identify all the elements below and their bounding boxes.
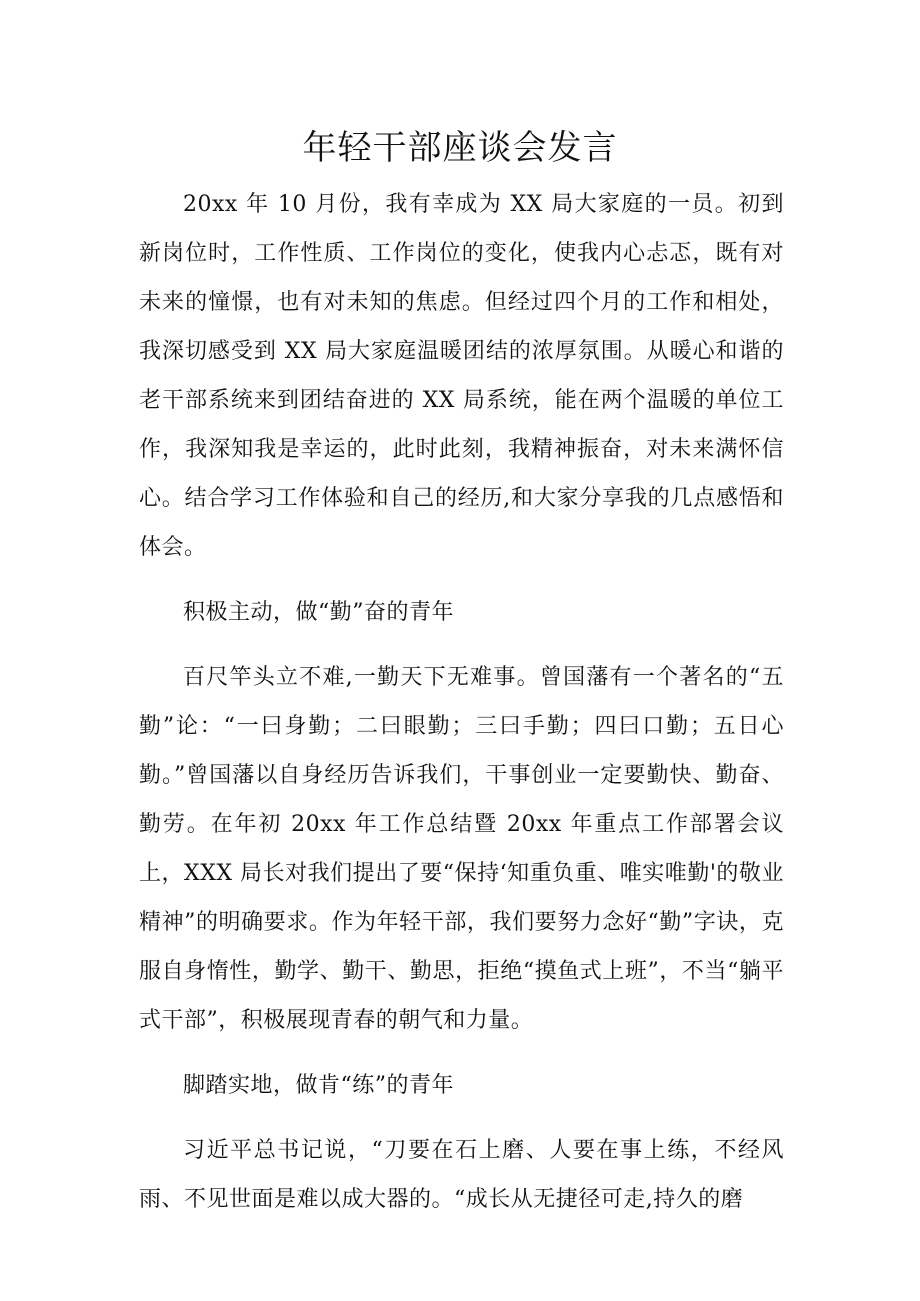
section-heading-practice: 脚踏实地，做肯“练”的青年 [183, 1073, 454, 1098]
document-title: 年轻干部座谈会发言 [302, 128, 618, 168]
section-paragraph-practice: 习近平总书记说，“刀要在石上磨、人要在事上练，不经风雨、不见世面是难以成大器的。“成长从无捷径可走,持久的磨 [139, 1138, 784, 1212]
document-body [139, 180, 784, 1224]
intro-paragraph: 20xx 年 10 月份，我有幸成为 XX 局大家庭的一员。初到新岗位时，工作性质、工作岗位的变化，使我内心忐忑，既有对未来的憧憬，也有对未知的焦虑。但经过四个月的工作和相处，我深切感受到 XX 局大家庭温暖团结的浓厚氛围。从暖心和谐的老干部系统来到团结奋进的 XX 局系统，能在两个温暖的单位工作，我深知我是幸运的，此时此刻，我精神振奋，对未来满怀信心。结合学习工作体验和自己的经历,和大家分享我的几点感悟和体会。 [139, 192, 785, 560]
section-paragraph-diligence: 百尺竿头立不难,一勤天下无难事。曾国藩有一个著名的“五勤”论：“一曰身勤；二曰眼勤；三曰手勤；四曰口勤；五日心勤。”曾国藩以自身经历告诉我们，干事创业一定要勤快、勤奋、勤劳。在年初 20xx 年工作总结暨 20xx 年重点工作部署会议上，XXX 局长对我们提出了要“保持‘知重负重、唯实唯勤'的敬业精神”的明确要求。作为年轻干部，我们要努力念好“勤”字诀，克服自身惰性，勤学、勤干、勤思，拒绝“摸鱼式上班”，不当“躺平式干部”，积极展现青春的朝气和力量。 [139, 665, 784, 1033]
section-heading-diligence: 积极主动，做“勤”奋的青年 [183, 600, 454, 625]
